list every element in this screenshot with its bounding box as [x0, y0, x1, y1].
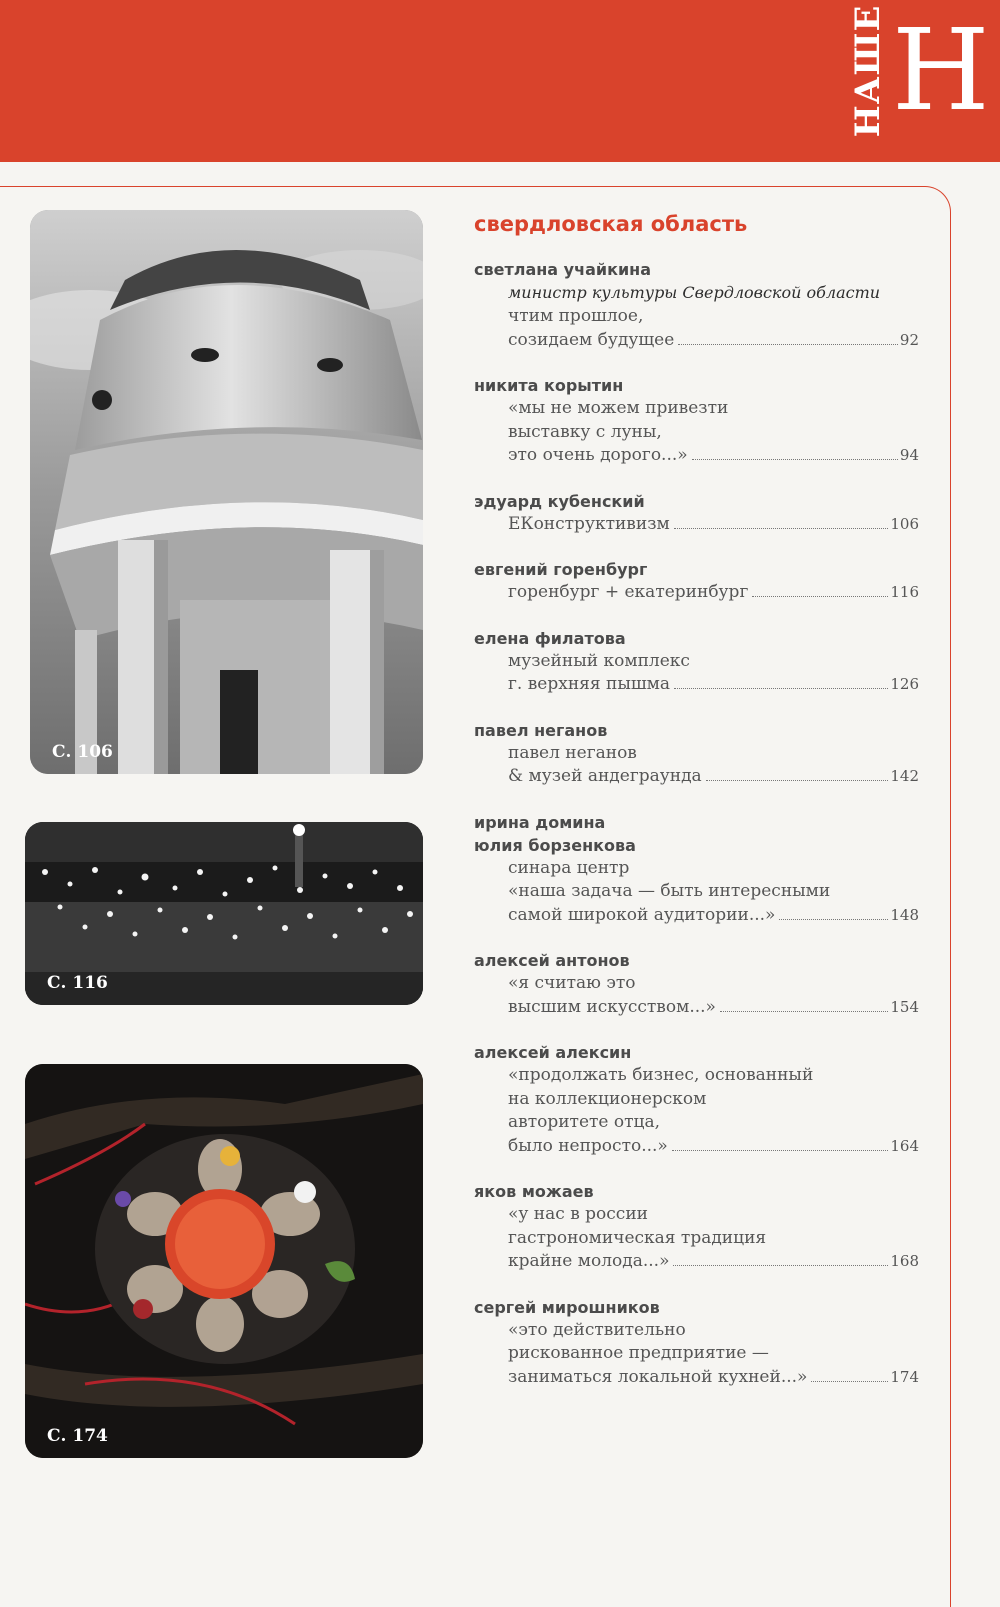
header-bar: [0, 0, 1000, 162]
dot-leader: [672, 1150, 889, 1151]
entry-author: светлана учайкина: [474, 260, 652, 279]
entry-title-last-line: [474, 581, 919, 605]
entry-page-number: 168: [890, 1252, 919, 1270]
magazine-logo[interactable]: [848, 4, 990, 138]
entry-title-line: г. верхняя пышма: [508, 674, 671, 694]
entry-title-line: «мы не можем привезти: [508, 398, 729, 418]
photo-water-tower[interactable]: [30, 210, 423, 774]
entry-page-number: 154: [890, 997, 919, 1016]
photo-concert-crowd[interactable]: [25, 822, 423, 1005]
entry-page-number: 164: [890, 1136, 919, 1155]
entry-page-number: 116: [890, 583, 919, 601]
dot-leader: [779, 919, 888, 920]
toc-entry[interactable]: [474, 949, 919, 1019]
entry-title-line: музейный комплекс: [508, 650, 690, 671]
dot-leader: [674, 688, 888, 689]
entry-title-last-line: [474, 904, 919, 928]
entry-title-line: «я считаю это: [508, 973, 636, 993]
entry-title-line: созидаем будущее: [508, 329, 675, 350]
dot-leader: [811, 1381, 888, 1382]
entry-author: алексей алексин: [474, 1043, 632, 1062]
entry-title-line: высшим искусством...»: [508, 996, 716, 1017]
entry-title-line: на коллекционерском: [508, 1088, 707, 1109]
entry-title-line: это очень дорого...»: [508, 445, 688, 465]
dot-leader: [674, 528, 889, 529]
toc-entry[interactable]: [474, 490, 919, 537]
entry-page-number: 148: [890, 905, 919, 924]
entry-title-line: синара центр: [508, 857, 630, 878]
entry-title-last-line: [474, 673, 919, 697]
photo-caption: С. 174: [47, 1426, 108, 1446]
dot-leader: [692, 459, 898, 460]
entry-role: министр культуры Свердловской области: [508, 283, 881, 302]
entry-title-line: & музей андеграунда: [508, 766, 702, 786]
entry-page-number: 92: [899, 330, 919, 349]
entry-title-line: «это действительно: [508, 1319, 686, 1340]
logo-word: НАШЕ: [848, 4, 888, 138]
entry-author: елена филатова: [474, 628, 626, 648]
toc-entry[interactable]: [474, 558, 919, 605]
entry-title-line: крайне молода...»: [508, 1251, 670, 1271]
entry-page-number: 142: [890, 767, 919, 785]
entry-title-line: чтим прошлое,: [508, 306, 644, 326]
dot-leader: [673, 1265, 888, 1266]
entry-author: яков можаев: [474, 1182, 594, 1201]
entry-author-second: юлия борзенкова: [474, 835, 636, 855]
logo-letter: Н: [892, 6, 990, 136]
dot-leader: [720, 1011, 888, 1012]
entry-page-number: 106: [890, 514, 919, 533]
entry-author: алексей антонов: [474, 951, 630, 970]
entry-title-last-line: [474, 329, 919, 353]
entry-author: ирина домина: [474, 812, 606, 832]
entry-title-last-line: [474, 513, 919, 537]
entry-title-line: было непросто...»: [508, 1135, 668, 1156]
entry-title-line: «наша задача — быть интересными: [508, 881, 831, 901]
entry-title-last-line: [474, 996, 919, 1020]
toc-entry[interactable]: [474, 719, 919, 789]
toc-entry[interactable]: [474, 1296, 919, 1390]
toc-entry[interactable]: [474, 374, 919, 468]
entry-title-line: горенбург + екатеринбург: [508, 582, 749, 602]
entry-title-last-line: [474, 1366, 919, 1390]
entry-title-line: заниматься локальной кухней...»: [508, 1366, 808, 1387]
region-title: свердловская область: [474, 212, 748, 236]
entry-page-number: 94: [899, 446, 919, 464]
entry-title-line: гастрономическая традиция: [508, 1227, 767, 1248]
entry-title-last-line: [474, 444, 919, 468]
table-of-contents: [474, 212, 919, 1411]
dot-leader: [678, 344, 898, 345]
entry-title-last-line: [474, 765, 919, 789]
toc-entry[interactable]: [474, 627, 919, 697]
entry-title-line: «у нас в россии: [508, 1204, 648, 1224]
photo-caption: С. 106: [52, 742, 113, 762]
entry-title-line: самой широкой аудитории...»: [508, 904, 776, 925]
toc-entry[interactable]: [474, 1180, 919, 1274]
entry-author: евгений горенбург: [474, 560, 648, 579]
entry-title-line: рискованное предприятие —: [508, 1343, 769, 1363]
photo-caption: С. 116: [47, 973, 108, 993]
entry-page-number: 174: [890, 1367, 919, 1386]
entry-author: эдуард кубенский: [474, 491, 645, 511]
entry-title-line: павел неганов: [508, 742, 637, 763]
photo-dish[interactable]: [25, 1064, 423, 1458]
dot-leader: [706, 780, 889, 781]
dot-leader: [752, 596, 888, 597]
entry-title-line: «продолжать бизнес, основанный: [508, 1065, 814, 1085]
logo-word-box: [848, 4, 888, 138]
water-tower-image: [30, 210, 423, 774]
entry-title-last-line: [474, 1135, 919, 1159]
entry-title-line: ЕКонструктивизм: [508, 513, 670, 534]
entry-page-number: 126: [890, 675, 919, 693]
entry-author: сергей мирошников: [474, 1297, 660, 1317]
entry-author: никита корытин: [474, 376, 624, 395]
entry-title-last-line: [474, 1250, 919, 1274]
dish-image: [25, 1064, 423, 1458]
toc-entry[interactable]: [474, 1041, 919, 1158]
entry-author: павел неганов: [474, 720, 608, 740]
entry-title-line: авторитете отца,: [508, 1112, 661, 1132]
entry-title-line: выставку с луны,: [508, 421, 662, 442]
toc-entry[interactable]: [474, 258, 919, 352]
toc-entry[interactable]: [474, 811, 919, 928]
